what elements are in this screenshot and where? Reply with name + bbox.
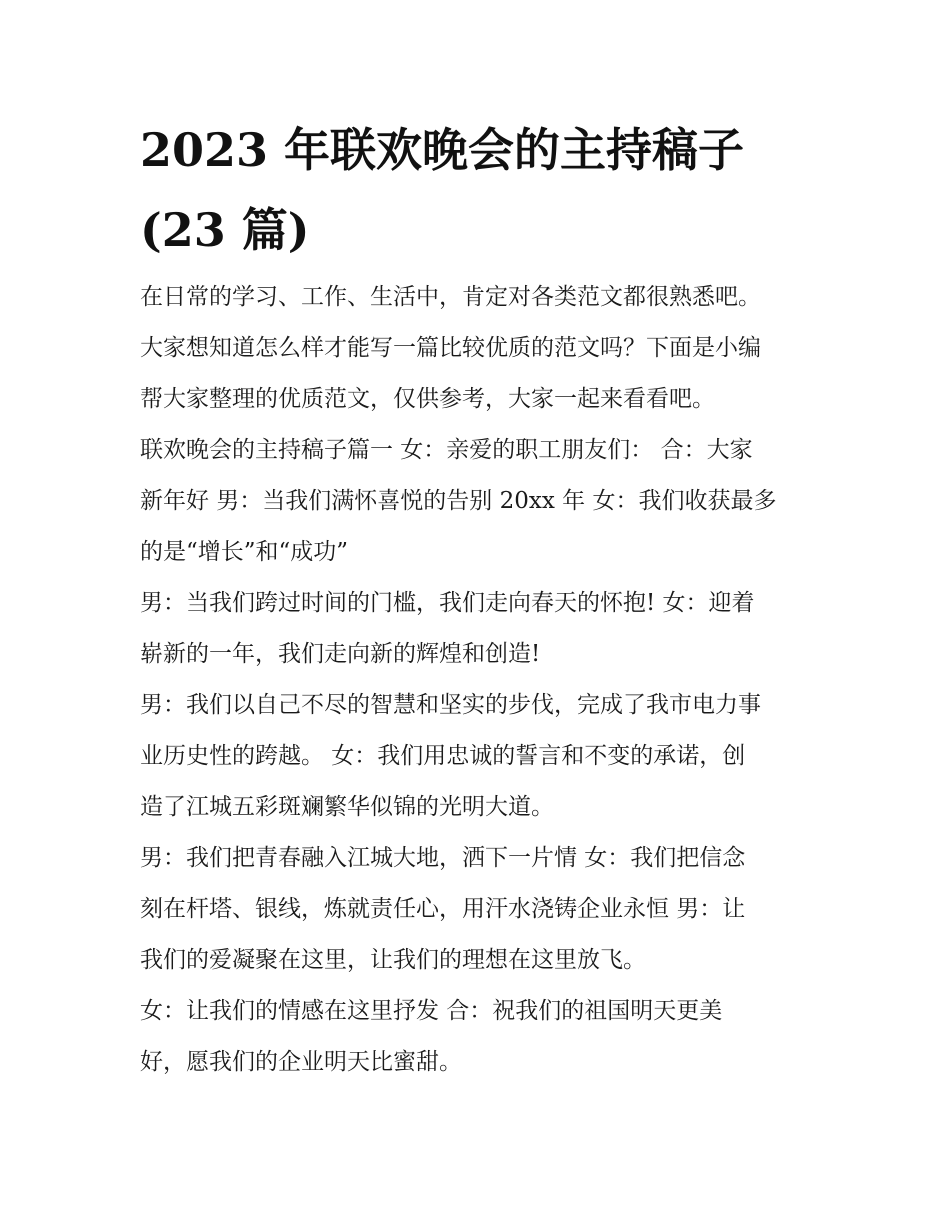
text-line: 造了江城五彩斑斓繁华似锦的光明大道。	[140, 794, 554, 820]
text-line: 男：我们把青春融入江城大地，洒下一片情 女：我们把信念	[140, 845, 746, 871]
text-line: 在日常的学习、工作、生活中，肯定对各类范文都很熟悉吧。	[140, 284, 761, 310]
text-line: 我们的爱凝聚在这里，让我们的理想在这里放飞。	[140, 947, 646, 973]
text-line: 好，愿我们的企业明天比蜜甜。	[140, 1049, 462, 1075]
paragraph-intro	[140, 272, 830, 425]
text-line: 新年好 男：当我们满怀喜悦的告别 20xx 年 女：我们收获最多	[140, 488, 777, 514]
text-line: 男：当我们跨过时间的门槛，我们走向春天的怀抱! 女：迎着	[140, 590, 755, 616]
paragraph-1	[140, 425, 830, 578]
text-line: 大家想知道怎么样才能写一篇比较优质的范文吗？下面是小编	[140, 335, 761, 361]
text-line: 崭新的一年，我们走向新的辉煌和创造!	[140, 641, 541, 667]
text-line: 帮大家整理的优质范文，仅供参考，大家一起来看看吧。	[140, 386, 715, 412]
text-line: 男：我们以自己不尽的智慧和坚实的步伐，完成了我市电力事	[140, 692, 761, 718]
title-line: 2023 年联欢晚会的主持稿子	[140, 123, 745, 177]
document-body	[140, 272, 830, 1088]
paragraph-4	[140, 833, 830, 986]
text-line: 刻在杆塔、银线，炼就责任心，用汗水浇铸企业永恒 男：让	[140, 896, 746, 922]
text-line: 的是“增长”和“成功”	[140, 539, 349, 565]
title-line: (23 篇)	[140, 203, 310, 257]
text-line: 联欢晚会的主持稿子篇一 女：亲爱的职工朋友们： 合：大家	[140, 437, 753, 463]
text-line: 女：让我们的情感在这里抒发 合：祝我们的祖国明天更美	[140, 998, 723, 1024]
document-title	[140, 110, 820, 270]
paragraph-3	[140, 680, 830, 833]
text-line: 业历史性的跨越。 女：我们用忠诚的誓言和不变的承诺，创	[140, 743, 746, 769]
paragraph-2	[140, 578, 830, 680]
paragraph-5	[140, 986, 830, 1088]
